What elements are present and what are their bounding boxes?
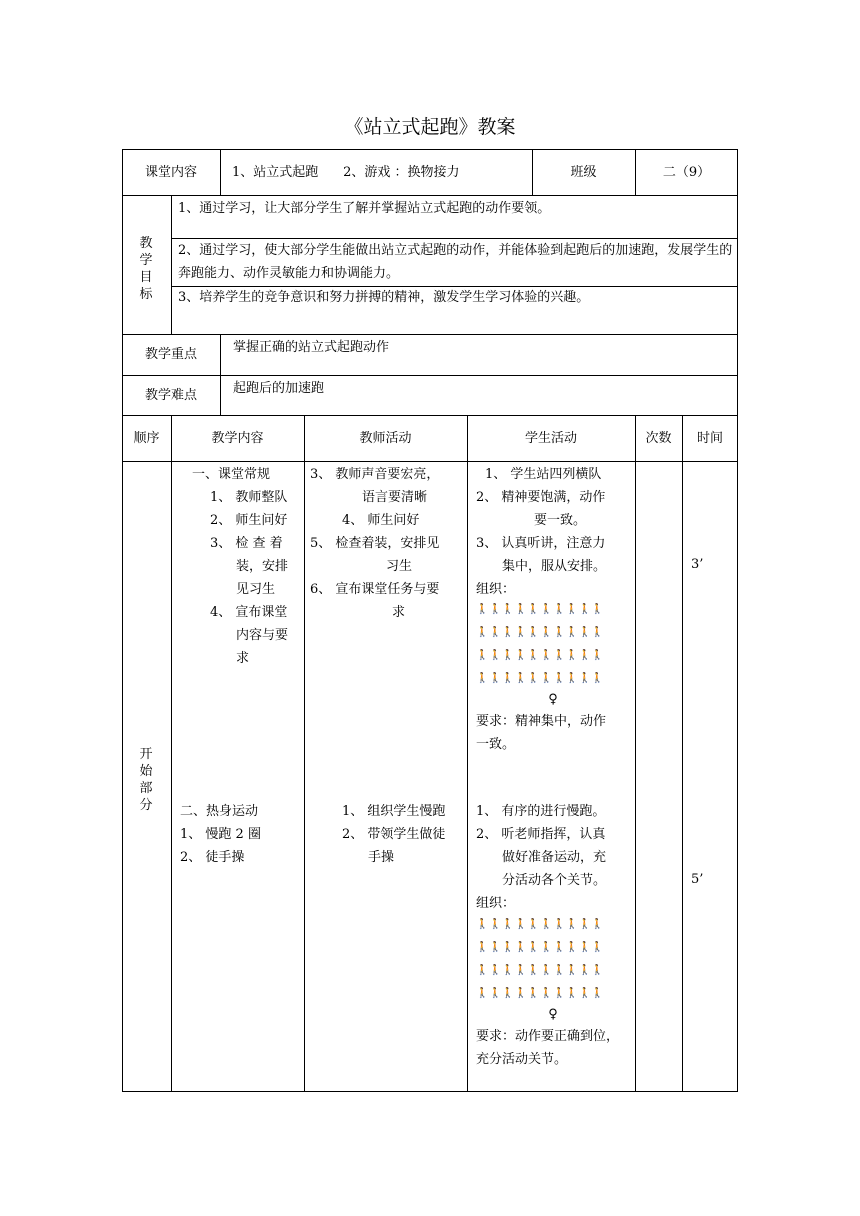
student-figure-icon: 🚶 xyxy=(591,650,604,661)
class-value: 二（9） xyxy=(662,165,711,180)
student-figure-icon: 🚶 xyxy=(552,673,566,684)
student-figure-icon: 🚶 xyxy=(476,965,489,976)
student-figure-icon: 🚶 xyxy=(565,942,579,953)
student-figure-icon: 🚶 xyxy=(527,965,540,976)
student-figure-icon: 🚶 xyxy=(552,627,566,638)
teacher-figure-icon: ♀ xyxy=(548,1007,558,1022)
formation-diagram xyxy=(476,913,604,1005)
key-point-label: 教学重点 xyxy=(144,347,197,362)
objective-item: 3、培养学生的竞争意识和努力拼搏的精神，激发学生学习体验的兴趣。 xyxy=(178,290,590,305)
part2-requirement: 充分活动关节。 xyxy=(476,1052,568,1067)
col-header-time: 时间 xyxy=(696,431,723,446)
formation-row xyxy=(476,982,604,1005)
student-figure-icon: 🚶 xyxy=(591,673,604,684)
student-figure-icon: 🚶 xyxy=(552,604,566,615)
student-figure-icon: 🚶 xyxy=(476,650,489,661)
student-figure-icon: 🚶 xyxy=(565,965,579,976)
student-figure-icon: 🚶 xyxy=(514,965,528,976)
part1-time: 3’ xyxy=(691,557,704,572)
student-figure-icon: 🚶 xyxy=(540,673,553,684)
student-figure-icon: 🚶 xyxy=(501,965,515,976)
student-figure-icon: 🚶 xyxy=(488,942,502,953)
student-figure-icon: 🚶 xyxy=(514,919,528,930)
formation-row xyxy=(476,959,604,982)
student-figure-icon: 🚶 xyxy=(578,650,591,661)
col-header-student: 学生活动 xyxy=(524,431,577,446)
course-content-label: 课堂内容 xyxy=(144,165,197,180)
col-header-order: 顺序 xyxy=(133,431,160,446)
student-figure-icon: 🚶 xyxy=(514,604,528,615)
student-figure-icon: 🚶 xyxy=(501,604,515,615)
student-figure-icon: 🚶 xyxy=(565,604,579,615)
student-figure-icon: 🚶 xyxy=(552,965,566,976)
student-figure-icon: 🚶 xyxy=(527,604,540,615)
student-figure-icon: 🚶 xyxy=(591,942,604,953)
student-figure-icon: 🚶 xyxy=(591,988,604,999)
student-figure-icon: 🚶 xyxy=(501,627,515,638)
student-figure-icon: 🚶 xyxy=(476,988,489,999)
student-figure-icon: 🚶 xyxy=(578,604,591,615)
formation-row xyxy=(476,936,604,959)
formation-row xyxy=(476,667,604,690)
student-figure-icon: 🚶 xyxy=(591,604,604,615)
student-figure-icon: 🚶 xyxy=(527,627,540,638)
part2-time: 5’ xyxy=(691,872,704,887)
student-figure-icon: 🚶 xyxy=(591,627,604,638)
student-figure-icon: 🚶 xyxy=(488,919,502,930)
student-figure-icon: 🚶 xyxy=(501,988,515,999)
student-figure-icon: 🚶 xyxy=(488,673,502,684)
page-title: 《站立式起跑》教案 xyxy=(344,116,516,138)
col-header-content: 教学内容 xyxy=(211,431,264,446)
student-figure-icon: 🚶 xyxy=(565,627,579,638)
student-figure-icon: 🚶 xyxy=(565,919,579,930)
formation-row xyxy=(476,644,604,667)
student-figure-icon: 🚶 xyxy=(527,673,540,684)
student-figure-icon: 🚶 xyxy=(578,965,591,976)
col-header-teacher: 教师活动 xyxy=(359,431,412,446)
student-figure-icon: 🚶 xyxy=(540,942,553,953)
student-figure-icon: 🚶 xyxy=(591,965,604,976)
part2-requirement: 要求：动作要正确到位， xyxy=(476,1029,620,1044)
student-figure-icon: 🚶 xyxy=(476,673,489,684)
student-figure-icon: 🚶 xyxy=(578,627,591,638)
student-figure-icon: 🚶 xyxy=(540,988,553,999)
course-content-value: 1、站立式起跑 2、游戏 ：换物接力 xyxy=(232,165,460,180)
student-figure-icon: 🚶 xyxy=(552,919,566,930)
student-figure-icon: 🚶 xyxy=(501,650,515,661)
student-figure-icon: 🚶 xyxy=(540,919,553,930)
student-figure-icon: 🚶 xyxy=(552,942,566,953)
student-figure-icon: 🚶 xyxy=(565,650,579,661)
student-figure-icon: 🚶 xyxy=(565,673,579,684)
student-figure-icon: 🚶 xyxy=(527,919,540,930)
student-figure-icon: 🚶 xyxy=(565,988,579,999)
student-figure-icon: 🚶 xyxy=(578,919,591,930)
student-figure-icon: 🚶 xyxy=(476,604,489,615)
difficulty-value: 起跑后的加速跑 xyxy=(233,381,325,396)
student-figure-icon: 🚶 xyxy=(476,627,489,638)
student-figure-icon: 🚶 xyxy=(488,627,502,638)
col-header-count: 次数 xyxy=(645,431,672,446)
student-figure-icon: 🚶 xyxy=(501,919,515,930)
teacher-figure-icon: ♀ xyxy=(548,692,558,707)
student-figure-icon: 🚶 xyxy=(501,942,515,953)
lesson-plan-table: 课堂内容 1、站立式起跑 2、游戏 ：换物接力 班级 二（9） 教 学 目 标 1、通过学习，让大部分学生了解并掌握站立式起跑的动作要领。 2、通过学习，使大部分学生能做出站立式起跑的动作，并能体验到起跑后的加速跑，发展学生的奔跑能力、动作灵敏能力和协调能力。 3、培养学生的竞争意识和努力拼搏的精神，激发学生学习体验的兴趣。 教学重点 掌握正确的站立式起跑动作 教学难点 起跑后的加速跑 顺序 教学内容 教师活动 学生活动 次数 时间 开 始 部 分 一、课堂常规 1、 教师整队 2、 师生问好 3、 检 查 着 装，安排 见习生 4、 宣布课堂 内容与要 求 3、 教师声音要宏亮， 语言要清晰 4、 师生问好 5、 检查着装，安排见 习生 6、 宣布课堂任务与要 求 1、 学生站四列横队 2、 精神要饱满，动作 要一致。 3、 认真听讲，注意力 集中，服从安排。 组织： 🚶 🚶 🚶 🚶 🚶 🚶 🚶 🚶 🚶 🚶 🚶 🚶 🚶 🚶 🚶 🚶 🚶 🚶 🚶 🚶 🚶 🚶 🚶 🚶 🚶 🚶 🚶 🚶 🚶 🚶 🚶 🚶 🚶 🚶 🚶 🚶 🚶 🚶 🚶 🚶 ♀ 要求：精神集中，动作 一致。 3’ 二、热身运动 1、 慢跑 2 圈 2、 徒手操 1、 组织学生慢跑 2、 带领学生做徒 手操 1、 有序的进行慢跑。 2、 听老师指挥，认真 做好准备运动，充 分活动各个关节。 组织： 🚶 🚶 🚶 🚶 🚶 🚶 🚶 🚶 🚶 🚶 🚶 🚶 🚶 🚶 🚶 🚶 🚶 🚶 🚶 🚶 🚶 🚶 🚶 🚶 🚶 🚶 🚶 🚶 🚶 🚶 🚶 🚶 🚶 🚶 🚶 🚶 🚶 🚶 🚶 🚶 ♀ 要求：动作要正确到位， 充分活动关节。 5’ xyxy=(122,149,738,1092)
student-figure-icon: 🚶 xyxy=(488,650,502,661)
formation-row xyxy=(476,621,604,644)
student-figure-icon: 🚶 xyxy=(552,650,566,661)
student-figure-icon: 🚶 xyxy=(540,650,553,661)
student-figure-icon: 🚶 xyxy=(501,673,515,684)
student-figure-icon: 🚶 xyxy=(476,942,489,953)
part1-requirement: 要求：精神集中，动作 xyxy=(476,714,607,729)
student-figure-icon: 🚶 xyxy=(488,988,502,999)
formation-row xyxy=(476,598,604,621)
objective-item: 1、通过学习，让大部分学生了解并掌握站立式起跑的动作要领。 xyxy=(178,201,551,216)
difficulty-label: 教学难点 xyxy=(144,388,197,403)
student-figure-icon: 🚶 xyxy=(488,604,502,615)
formation-diagram xyxy=(476,598,604,690)
student-figure-icon: 🚶 xyxy=(540,965,553,976)
student-figure-icon: 🚶 xyxy=(488,965,502,976)
student-figure-icon: 🚶 xyxy=(578,673,591,684)
class-label: 班级 xyxy=(570,165,597,180)
student-figure-icon: 🚶 xyxy=(578,942,591,953)
student-figure-icon: 🚶 xyxy=(514,673,528,684)
part1-requirement: 一致。 xyxy=(476,737,516,752)
student-figure-icon: 🚶 xyxy=(476,919,489,930)
formation-row xyxy=(476,913,604,936)
key-point-value: 掌握正确的站立式起跑动作 xyxy=(233,340,390,355)
objective-item: 2、通过学习，使大部分学生能做出站立式起跑的动作，并能体验到起跑后的加速跑，发展学生的奔跑能力、动作灵敏能力和协调能力。 xyxy=(178,243,733,281)
student-figure-icon: 🚶 xyxy=(578,988,591,999)
student-figure-icon: 🚶 xyxy=(514,650,528,661)
student-figure-icon: 🚶 xyxy=(527,988,540,999)
student-figure-icon: 🚶 xyxy=(527,650,540,661)
student-figure-icon: 🚶 xyxy=(514,988,528,999)
student-figure-icon: 🚶 xyxy=(527,942,540,953)
student-figure-icon: 🚶 xyxy=(540,627,553,638)
student-figure-icon: 🚶 xyxy=(540,604,553,615)
student-figure-icon: 🚶 xyxy=(514,942,528,953)
student-figure-icon: 🚶 xyxy=(514,627,528,638)
student-figure-icon: 🚶 xyxy=(552,988,566,999)
student-figure-icon: 🚶 xyxy=(591,919,604,930)
